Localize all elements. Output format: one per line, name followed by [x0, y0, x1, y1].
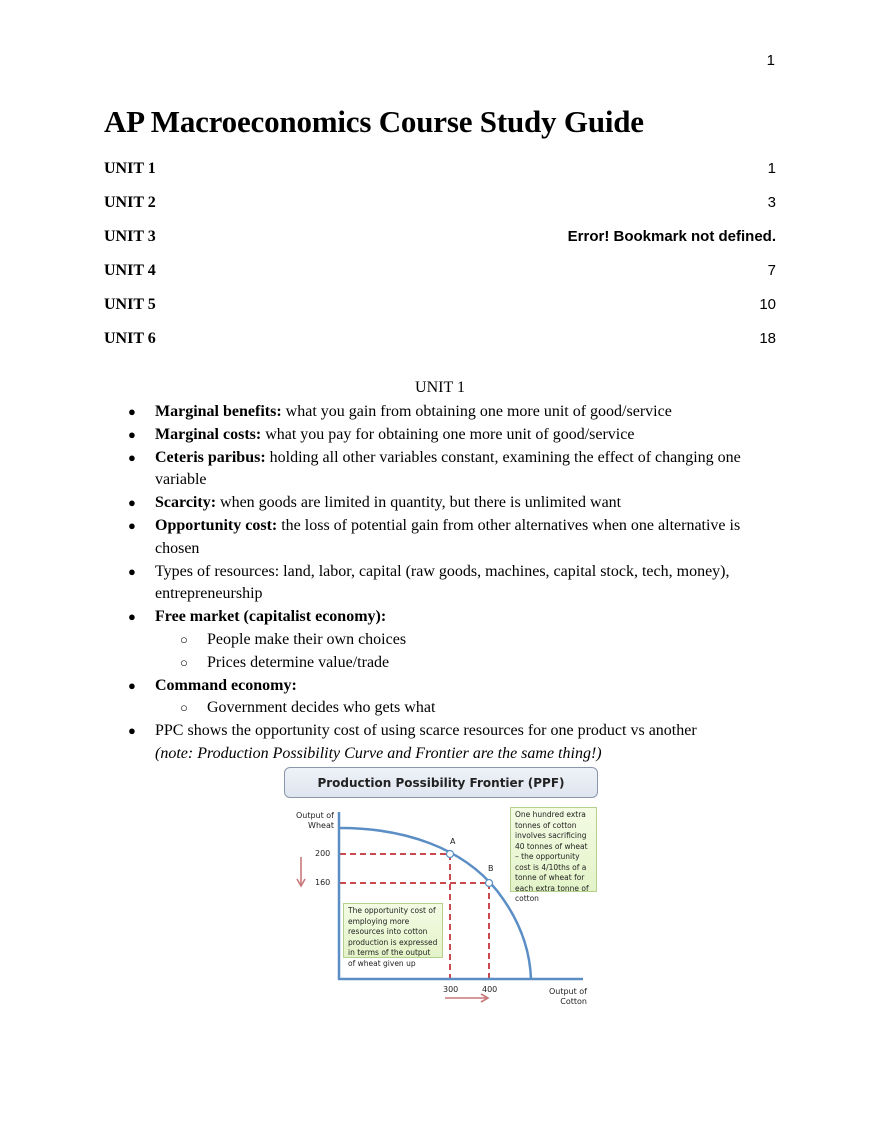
- opportunity-cost-note-left: The opportunity cost of employing more resources into cotton production is expressed in terms of the output of wheat given up: [343, 903, 443, 958]
- toc-entry-unit-1[interactable]: [104, 160, 776, 194]
- term: Ceteris paribus:: [155, 448, 266, 466]
- sub-item-text: Prices determine value/trade: [207, 653, 390, 671]
- toc-bookmark-error: Error! Bookmark not defined.: [567, 228, 776, 245]
- list-item: [128, 424, 788, 447]
- toc-label: UNIT 3: [104, 228, 156, 245]
- definition: holding all other variables constant, examining the effect of changing one variable: [155, 448, 741, 489]
- definition: what you gain from obtaining one more unit of good/service: [281, 403, 672, 420]
- point-b-label: B: [488, 864, 494, 873]
- point-b-marker: [486, 880, 493, 887]
- y-axis-label-line: Wheat: [308, 821, 334, 830]
- toc-label: UNIT 6: [104, 330, 156, 347]
- bullet-icon: ●: [128, 404, 136, 419]
- y-axis-label-line: Output of: [295, 811, 334, 820]
- section-heading: UNIT 1: [415, 379, 465, 396]
- x-axis-label: [541, 987, 587, 1007]
- point-a-marker: [447, 851, 454, 858]
- bullet-icon: ●: [128, 677, 136, 693]
- point-a-label: A: [450, 837, 456, 846]
- sub-item-text: Government decides who gets what: [207, 699, 436, 717]
- list-item: [128, 401, 788, 424]
- toc-label: UNIT 4: [104, 262, 156, 279]
- sub-list-item: [128, 629, 788, 652]
- x-axis-label-line: Cotton: [560, 997, 587, 1006]
- list-item: [128, 675, 788, 698]
- term: Marginal benefits:: [155, 403, 282, 420]
- down-arrow-icon: [297, 857, 305, 886]
- bullet-icon: ●: [128, 563, 136, 579]
- term: Command economy:: [155, 676, 297, 694]
- toc-label: UNIT 5: [104, 296, 156, 313]
- list-item: [128, 447, 788, 493]
- ppf-diagram: [283, 767, 599, 1012]
- sub-list-item: [128, 652, 788, 675]
- toc-entry-unit-4[interactable]: [104, 262, 776, 296]
- term: Free market (capitalist economy):: [155, 608, 387, 626]
- toc-label: UNIT 2: [104, 194, 156, 211]
- toc-entry-unit-2[interactable]: [104, 194, 776, 228]
- sub-list-item: [128, 697, 788, 720]
- bullet-icon: ●: [128, 723, 136, 739]
- term: Marginal costs:: [155, 425, 262, 443]
- table-of-contents: [104, 160, 776, 364]
- list-item: [128, 561, 788, 607]
- list-item: [128, 720, 788, 766]
- circle-bullet-icon: ○: [180, 700, 188, 716]
- toc-page-number: 18: [759, 330, 776, 347]
- toc-page-number: 10: [759, 296, 776, 313]
- x-axis-label-line: Output of: [548, 987, 587, 996]
- y-axis-label: [294, 811, 334, 831]
- toc-page-number: 1: [767, 160, 776, 177]
- opportunity-cost-note-right: One hundred extra tonnes of cotton involves sacrificing 40 tonnes of wheat – the opportunity cost is 4/10ths of a tonne of wheat for each extra tonne of cotton: [510, 807, 597, 892]
- definition: what you pay for obtaining one more unit of good/service: [261, 425, 635, 443]
- list-item: [128, 492, 788, 515]
- bullet-list: [128, 401, 788, 766]
- sub-item-text: People make their own choices: [207, 630, 407, 648]
- page-number: 1: [766, 52, 775, 69]
- toc-entry-unit-6[interactable]: [104, 330, 776, 364]
- toc-page-number: 3: [767, 194, 776, 211]
- bullet-icon: ●: [128, 517, 136, 533]
- definition: Types of resources: land, labor, capital (raw goods, machines, capital stock, tech, money), entrepreneurship: [155, 562, 730, 603]
- y-tick-200: 200: [315, 849, 331, 858]
- definition: PPC shows the opportunity cost of using scarce resources for one product vs another: [155, 722, 697, 740]
- document-title: AP Macroeconomics Course Study Guide: [104, 104, 644, 139]
- x-tick-400: 400: [482, 985, 498, 994]
- bullet-icon: ●: [128, 426, 136, 442]
- toc-label: UNIT 1: [104, 160, 156, 177]
- term: Opportunity cost:: [155, 516, 278, 534]
- list-item: [128, 606, 788, 629]
- bullet-icon: ●: [128, 495, 136, 511]
- definition: when goods are limited in quantity, but there is unlimited want: [216, 494, 622, 512]
- x-tick-300: 300: [443, 985, 459, 994]
- list-item: [128, 515, 788, 561]
- bullet-icon: ●: [128, 609, 136, 625]
- circle-bullet-icon: ○: [180, 654, 188, 670]
- term: Scarcity:: [155, 494, 217, 512]
- right-arrow-icon: [445, 994, 488, 1002]
- definition: the loss of potential gain from other alternatives when one alternative is chosen: [155, 516, 741, 557]
- toc-entry-unit-5[interactable]: [104, 296, 776, 330]
- bullet-icon: ●: [128, 449, 136, 465]
- ppf-title: Production Possibility Frontier (PPF): [284, 767, 598, 798]
- toc-entry-unit-3[interactable]: [104, 228, 776, 262]
- y-tick-160: 160: [315, 878, 331, 887]
- toc-page-number: 7: [767, 262, 776, 279]
- circle-bullet-icon: ○: [180, 631, 188, 647]
- note-text: (note: Production Possibility Curve and Frontier are the same thing!): [155, 744, 602, 762]
